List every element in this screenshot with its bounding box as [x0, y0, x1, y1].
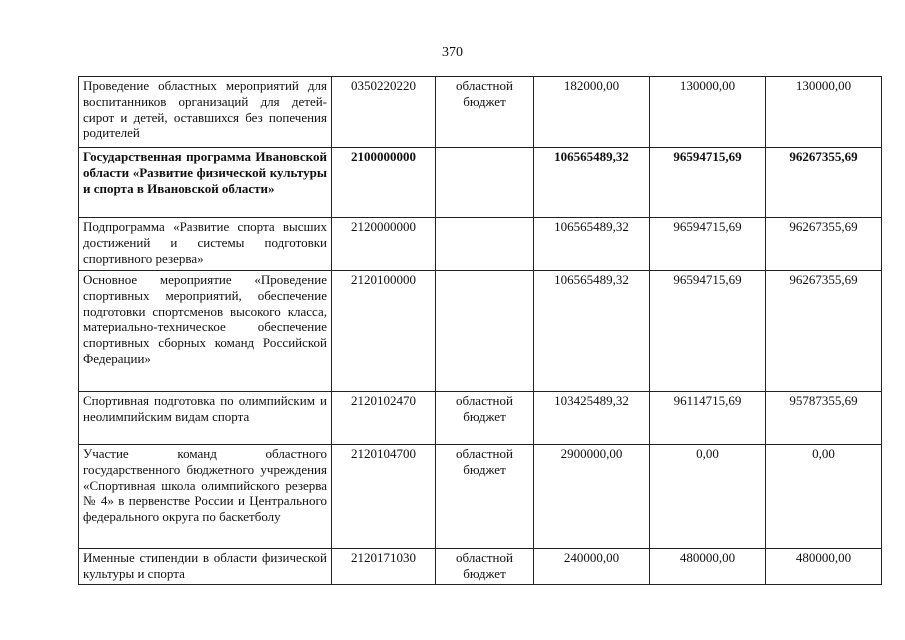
row-name-cell: Участие команд областного государственного бюджетного учреждения «Спортивная школа олимпийского резерва № 4» в первенстве России и Центрального федерального округа по баскетболу — [79, 445, 332, 549]
row-value-3-cell: 0,00 — [766, 445, 882, 549]
row-name-cell: Государственная программа Ивановской области «Развитие физической культуры и спорта в Ивановской области» — [79, 148, 332, 218]
row-code-cell: 2120102470 — [332, 392, 436, 445]
row-source-cell: областной бюджет — [436, 549, 534, 585]
row-code-cell: 2120100000 — [332, 271, 436, 392]
table-row — [79, 218, 882, 271]
row-value-1-cell: 106565489,32 — [534, 218, 650, 271]
row-code-cell: 2120000000 — [332, 218, 436, 271]
row-value-2-cell: 130000,00 — [650, 77, 766, 148]
row-value-2-cell: 480000,00 — [650, 549, 766, 585]
row-value-1-cell: 106565489,32 — [534, 271, 650, 392]
row-value-2-cell: 96114715,69 — [650, 392, 766, 445]
row-value-1-cell: 106565489,32 — [534, 148, 650, 218]
row-value-3-cell: 480000,00 — [766, 549, 882, 585]
row-value-3-cell: 96267355,69 — [766, 218, 882, 271]
row-value-2-cell: 96594715,69 — [650, 148, 766, 218]
table-row — [79, 445, 882, 549]
row-source-cell: областной бюджет — [436, 77, 534, 148]
row-value-3-cell: 95787355,69 — [766, 392, 882, 445]
row-value-3-cell: 96267355,69 — [766, 271, 882, 392]
row-value-1-cell: 103425489,32 — [534, 392, 650, 445]
row-name-cell: Именные стипендии в области физической культуры и спорта — [79, 549, 332, 585]
row-source-cell — [436, 218, 534, 271]
row-value-1-cell: 2900000,00 — [534, 445, 650, 549]
row-value-2-cell: 96594715,69 — [650, 218, 766, 271]
row-value-2-cell: 0,00 — [650, 445, 766, 549]
row-source-cell: областной бюджет — [436, 392, 534, 445]
page-number: 370 — [442, 45, 463, 60]
table-row — [79, 148, 882, 218]
table-row — [79, 77, 882, 148]
table-row — [79, 549, 882, 585]
row-value-1-cell: 240000,00 — [534, 549, 650, 585]
row-name-cell: Спортивная подготовка по олимпийским и неолимпийским видам спорта — [79, 392, 332, 445]
budget-table — [78, 76, 882, 585]
table-row — [79, 392, 882, 445]
row-value-1-cell: 182000,00 — [534, 77, 650, 148]
row-value-2-cell: 96594715,69 — [650, 271, 766, 392]
row-source-cell — [436, 271, 534, 392]
row-code-cell: 2100000000 — [332, 148, 436, 218]
row-source-cell: областной бюджет — [436, 445, 534, 549]
row-value-3-cell: 96267355,69 — [766, 148, 882, 218]
row-code-cell: 2120104700 — [332, 445, 436, 549]
row-code-cell: 0350220220 — [332, 77, 436, 148]
row-name-cell: Основное мероприятие «Проведение спортивных мероприятий, обеспечение подготовки спортсменов высокого класса, материально-техническое обеспечение спортивных сборных команд Российской Федерации» — [79, 271, 332, 392]
row-source-cell — [436, 148, 534, 218]
row-value-3-cell: 130000,00 — [766, 77, 882, 148]
row-code-cell: 2120171030 — [332, 549, 436, 585]
row-name-cell: Подпрограмма «Развитие спорта высших достижений и системы подготовки спортивного резерва» — [79, 218, 332, 271]
table-row — [79, 271, 882, 392]
row-name-cell: Проведение областных мероприятий для воспитанников организаций для детей-сирот и детей, оставшихся без попечения родителей — [79, 77, 332, 148]
